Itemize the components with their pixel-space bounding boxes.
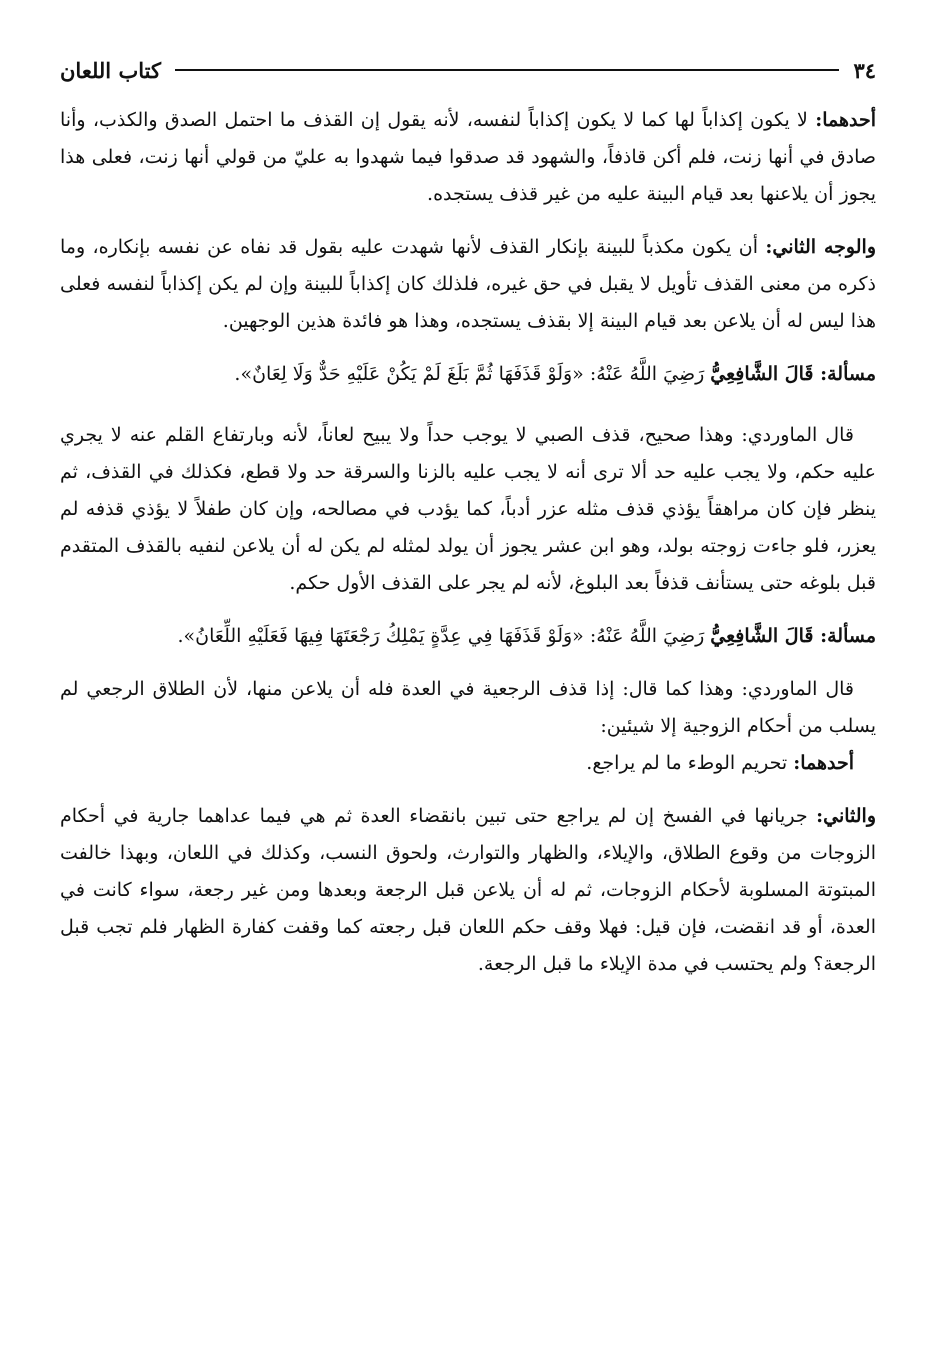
page-number: ٣٤ [853, 57, 876, 83]
header-rule [175, 69, 839, 71]
paragraph-second-aspect [60, 229, 876, 340]
book-title: كتاب اللعان [60, 57, 161, 83]
masala-lead: مسألة: قَالَ الشَّافِعِيُّ [710, 625, 876, 647]
paragraph-first-aspect [60, 102, 876, 213]
paragraph-lead: أحدهما: [793, 752, 854, 774]
masala-heading-2 [60, 618, 876, 655]
paragraph-mawardi-2 [60, 671, 876, 745]
document-page [60, 50, 876, 983]
paragraph-text: جريانها في الفسخ إن لم يراجع حتى تبين بانقضاء العدة ثم هي فيما عداهما جارية في أحكام الزوجات من وقوع الطلاق، والإيلاء، والظهار والتوارث، ولحوق النسب، وكذلك في اللعان، وبهذا خالفت المبتوتة المسلوبة لأحكام الزوجات، ثم له أن يلاعن قبل الرجعة وبعدها ومن غير رجعة، سواء كانت في العدة، أو قد انقضت، فإن قيل: فهلا وقف حكم اللعان قبل رجعته كما وقفت كفارة الظهار فلم تجب قبل الرجعة؟ ولم يحتسب في مدة الإيلاء ما قبل الرجعة. [60, 805, 876, 975]
paragraph-text: قال الماوردي: وهذا كما قال: إذا قذف الرجعية في العدة فله أن يلاعن منها، لأن الطلاق الرجعي لم يسلب من أحكام الزوجية إلا شيئين: [60, 678, 876, 737]
masala-heading-1 [60, 356, 876, 393]
paragraph-text: قال الماوردي: وهذا صحيح، قذف الصبي لا يوجب حداً ولا يبيح لعاناً، لأنه وبارتفاع القلم عنه لا يجري عليه حكم، ولا يجب عليه حد ألا ترى أنه لا يجب عليه بالزنا والسرقة حد ولا قطع، فكذلك في القذف، ثم ينظر فإن كان مراهقاً يؤذي قذف مثله عزر أدباً، كما يؤدب في مصالحه، وإن كان طفلاً لا يؤذي قذفه لم يعزر، فلو جاءت زوجته بولد، وهو ابن عشر يجوز أن يولد لمثله لم يكن له أن يلاعن لنفيه بالقذف المتقدم قبل بلوغه حتى يستأنف قذفاً بعد البلوغ، لأنه لم يجر على القذف الأول حكم. [60, 424, 876, 594]
paragraph-lead: أحدهما: [815, 109, 876, 131]
masala-quote: رَضِيَ اللَّهُ عَنْهُ: «وَلَوْ قَذَفَهَا ثُمَّ بَلَغَ لَمْ يَكُنْ عَلَيْهِ حَدٌّ وَلَا لِعَانٌ». [234, 363, 711, 385]
masala-quote: رَضِيَ اللَّهُ عَنْهُ: «وَلَوْ قَذَفَهَا فِي عِدَّةٍ يَمْلِكُ رَجْعَتَهَا فِيهَا فَعَلَيْهِ اللِّعَانُ». [177, 625, 711, 647]
page-header [60, 50, 876, 90]
paragraph-text: لا يكون إكذاباً لها كما لا يكون إكذاباً لنفسه، لأنه يقول إن القذف ما احتمل الصدق والكذب، وأنا صادق في أنها زنت، فلم أكن قاذفاً، والشهود قد صدقوا فيما شهدوا به عليّ من قولي أنها زنت، فعلى هذا يجوز أن يلاعنها بعد قيام البينة عليه من غير قذف يستجده. [60, 109, 876, 205]
paragraph-first-of-two [60, 745, 876, 782]
paragraph-lead: والثاني: [816, 805, 876, 827]
paragraph-mawardi-1 [60, 417, 876, 602]
paragraph-text: أن يكون مكذباً للبينة بإنكار القذف لأنها شهدت عليه بقول قد نفاه عن نفسه بإنكاره، وما ذكره من معنى القذف تأويل لا يقبل في حق غيره، فلذلك كان إكذاباً للبينة وإن لم يكن إكذاباً لنفسه فعلى هذا ليس له أن يلاعن بعد قيام البينة إلا بقذف يستجده، وهذا هو فائدة هذين الوجهين. [60, 236, 876, 332]
paragraph-text: تحريم الوطء ما لم يراجع. [586, 752, 794, 774]
paragraph-second-of-two [60, 798, 876, 983]
masala-lead: مسألة: قَالَ الشَّافِعِيُّ [710, 363, 876, 385]
paragraph-lead: والوجه الثاني: [765, 236, 876, 258]
